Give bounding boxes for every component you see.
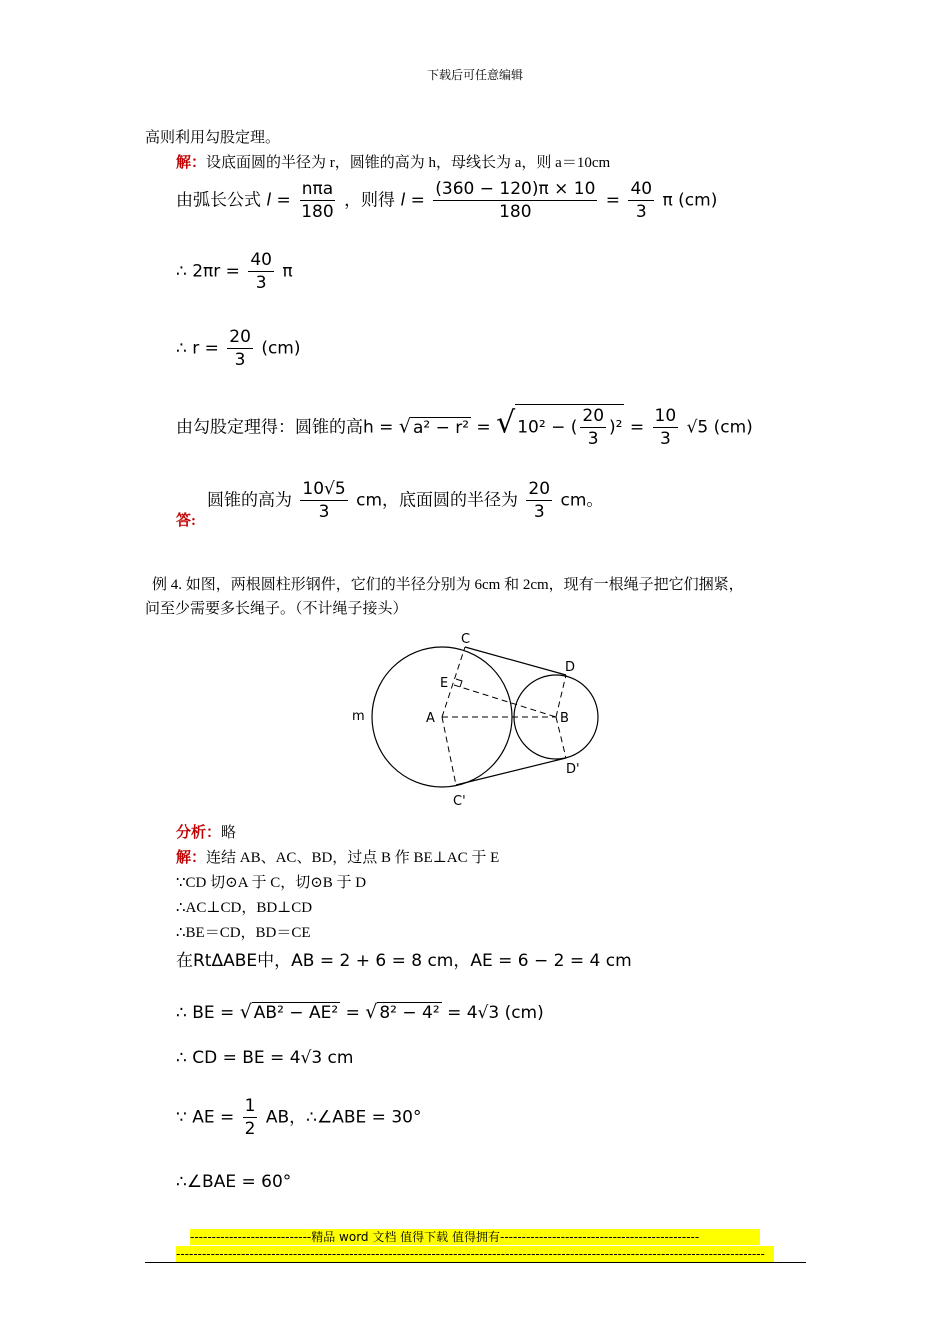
solution2-label: 解：	[176, 850, 207, 866]
solution-text: 设底面圆的半径为 r，圆锥的高为 h，母线长为 a，则 a＝10cm	[206, 155, 611, 171]
example4-line1: 例 4. 如图，两根圆柱形钢件，它们的半径分别为 6cm 和 2cm，现有一根绳子把它们捆紧，	[152, 577, 744, 593]
eq1-num1: nπa	[301, 179, 334, 199]
line8-den: 2	[244, 1119, 256, 1139]
label-d-prime: D'	[566, 762, 580, 777]
footer-banner-line2: ----------------------------------------------------------------------------------------------------------------------------------------	[176, 1246, 774, 1262]
solution2-text: 连结 AB、AC、BD，过点 B 作 BE⊥AC 于 E	[206, 850, 500, 866]
eq1-den3: 3	[635, 202, 647, 222]
analysis-line	[176, 822, 236, 844]
eq4-rad2: 10² − ( $\frac{20}{3}$ )²	[517, 406, 623, 449]
ans-prefix: 圆锥的高为	[207, 490, 292, 511]
ans-den1: 3	[318, 502, 330, 522]
solution2-line4: ∴BE＝CD，BD＝CE	[176, 925, 311, 941]
solution2-line2: ∵CD 切⊙A 于 C，切⊙B 于 D	[176, 875, 367, 891]
intro-line: 高则利用勾股定理。	[145, 130, 281, 146]
eq1-l2: l	[400, 190, 406, 211]
ans-tail: cm。	[560, 490, 604, 511]
eq2-den: 3	[255, 273, 267, 293]
eq2-prefix: ∴ 2πr =	[176, 261, 240, 282]
line6-eq: =	[345, 1003, 360, 1023]
solution1-line	[176, 152, 610, 174]
footer-rule	[145, 1262, 806, 1263]
eq3-prefix: ∴ r =	[176, 338, 219, 359]
line8-tail: AB，∴∠ABE = 30°	[265, 1107, 422, 1128]
eq4-den: 3	[659, 429, 671, 449]
label-m: m	[352, 709, 365, 724]
line6-rad2: 8² − 4²	[379, 1003, 440, 1023]
eq3-frac	[227, 326, 253, 371]
eq4-rad2-num: 20	[582, 406, 605, 426]
ae-equation	[176, 1095, 421, 1140]
solution2-line5: 在RtΔABE中，AB = 2 + 6 = 8 cm，AE = 6 − 2 = 4 cm	[176, 951, 632, 971]
eq1-frac2	[433, 178, 597, 223]
eq4-prefix: 由勾股定理得：圆锥的高h =	[176, 417, 394, 438]
eq2-tail: π	[282, 261, 293, 282]
line-ac-prime	[442, 717, 456, 785]
ans-frac1	[300, 478, 347, 523]
ans-den2: 3	[533, 502, 545, 522]
label-a: A	[426, 711, 435, 726]
line8-prefix: ∵ AE =	[176, 1107, 235, 1128]
height-equation: 由勾股定理得：圆锥的高h = √ a² − r² = √ 10² − ( $\frac{20}{3}$ )² = $\frac{10}{3}$ √5 (cm)	[176, 405, 753, 449]
label-c-prime: C'	[453, 794, 466, 809]
arc-length-equation: 由弧长公式 l = $\frac{\text{nπa}}{180}$ ，则得 l = $\frac{(360 - 120)\pi \times 10}{180}$ = $\frac{40}{3}$ π (cm)	[176, 179, 718, 222]
solution2-line1	[176, 847, 499, 869]
eq1-num3: 40	[630, 179, 653, 199]
page-header: 下载后可任意编辑	[426, 68, 523, 82]
eq1-den1: 180	[301, 202, 334, 222]
ans-num2: 20	[528, 479, 551, 499]
eq1-frac1	[299, 178, 335, 223]
eq4-rad2-den: 3	[587, 429, 599, 449]
ans-frac2	[526, 478, 552, 523]
two-circles-figure	[340, 625, 620, 815]
eq1-den2: 180	[499, 202, 532, 222]
line6-rad1: AB² − AE²	[253, 1003, 339, 1023]
footer-banner-line1: ----------------------------精品 word 文档 值得下载 值得拥有----------------------------------------------	[190, 1229, 760, 1245]
label-d: D	[565, 660, 576, 675]
eq1-tail: π (cm)	[662, 190, 718, 211]
example4-line2: 问至少需要多长绳子。（不计绳子接头）	[145, 601, 408, 617]
eq1-num2: (360 − 120)π × 10	[435, 179, 596, 199]
radius-equation	[176, 326, 300, 371]
cd-equation: ∴ CD = BE = 4√3 cm	[176, 1048, 354, 1068]
eq4-frac	[653, 405, 679, 450]
circumference-equation	[176, 249, 293, 294]
eq2-frac	[248, 249, 274, 294]
line6-tail: = 4√3 (cm)	[447, 1003, 544, 1023]
eq4-rad2-frac	[580, 405, 606, 450]
eq4-num: 10	[654, 406, 677, 426]
answer-label: 答:	[176, 513, 196, 529]
eq1-l: l	[266, 190, 272, 211]
eq1-frac3	[628, 178, 654, 223]
solution-label: 解：	[176, 155, 207, 171]
analysis-label: 分析：	[176, 825, 222, 841]
line6-prefix: ∴ BE =	[176, 1003, 235, 1023]
tangent-cd-prime	[456, 758, 566, 785]
tangent-cd	[465, 647, 566, 675]
ans-num1: 10√5	[302, 479, 346, 499]
eq1-prefix: 由弧长公式	[176, 190, 261, 211]
eq4-tail: √5 (cm)	[686, 417, 753, 438]
solution2-line3: ∴AC⊥CD，BD⊥CD	[176, 900, 313, 916]
eq3-tail: (cm)	[261, 338, 301, 359]
eq2-num: 40	[250, 250, 272, 270]
label-e: E	[440, 676, 449, 691]
line8-num: 1	[244, 1096, 256, 1116]
analysis-text: 略	[221, 825, 237, 841]
line-be	[454, 685, 556, 717]
eq3-num: 20	[229, 327, 251, 347]
ans-mid: cm，底面圆的半径为	[356, 490, 519, 511]
label-c: C	[461, 632, 471, 647]
eq4-rad1: a² − r²	[412, 417, 470, 438]
bae-equation: ∴∠BAE = 60°	[176, 1172, 292, 1192]
be-equation: ∴ BE = √ AB² − AE² = √ 8² − 4² = 4√3 (cm)	[176, 1001, 544, 1023]
eq4-rad2a: 10² −	[517, 417, 566, 438]
label-b: B	[560, 711, 569, 726]
eq3-den: 3	[234, 350, 246, 370]
line8-frac	[243, 1095, 258, 1140]
eq1-mid: ，则得	[344, 190, 396, 211]
answer-statement	[207, 478, 603, 523]
